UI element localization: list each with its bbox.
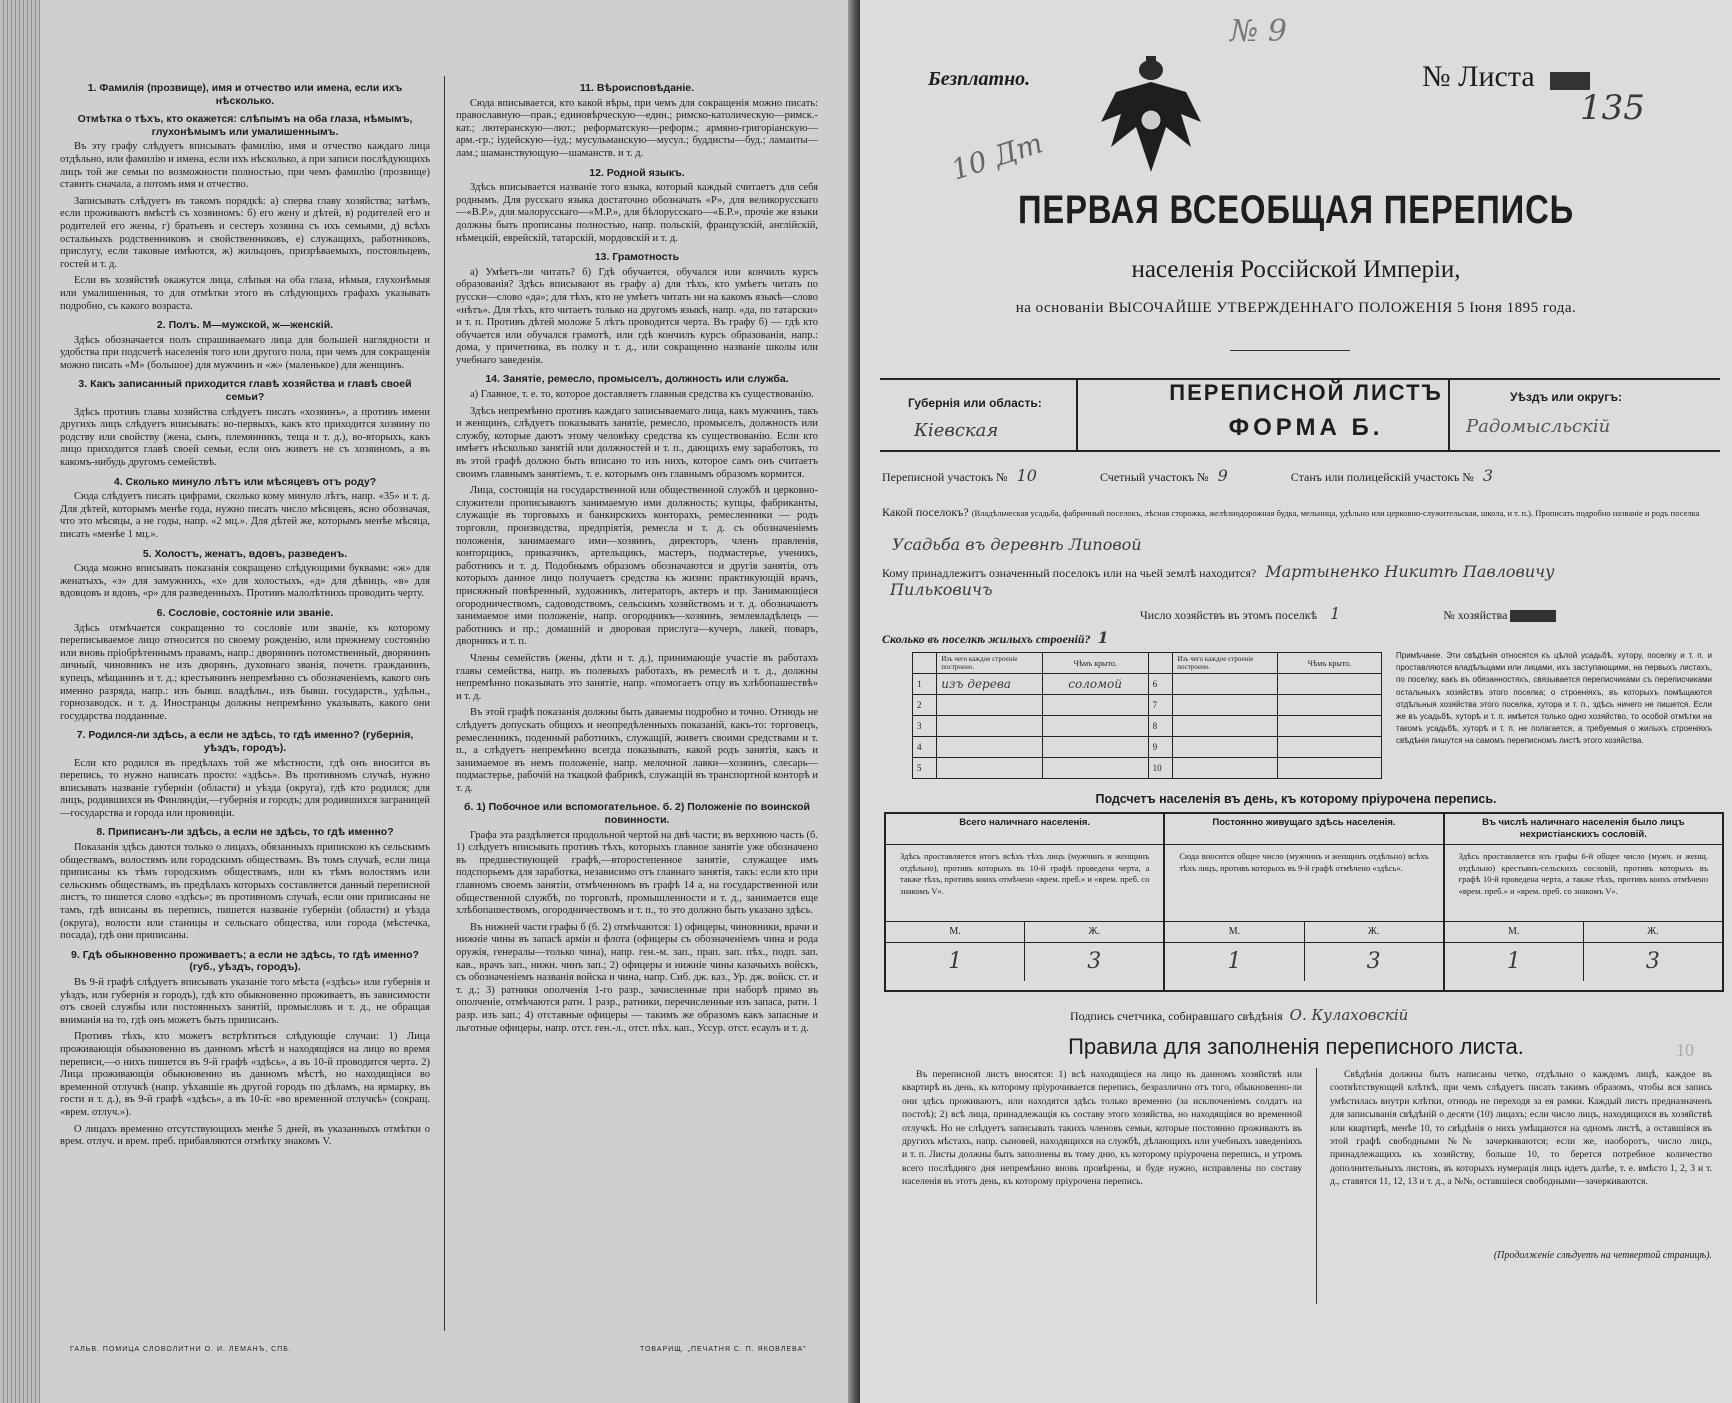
section-paragraph: Члены семействъ (жены, дѣти и т. д.), принимающіе участіе въ работахъ главы семейства, напр. въ полевыхъ работахъ, въ ремеслѣ и т. д., должны непремѣнно показывать это занятіе, напр. «помогаетъ отцу въ хлѣбопашествѣ» и т. д. <box>456 652 818 702</box>
female-header: Ж. <box>1647 926 1659 937</box>
settlement-hint: (Владѣльческая усадьба, фабричный поселокъ, лѣсная сторожка, желѣзнодорожная будка, мельница, удѣльно или церковно-служительская, школа, и т. п.). Прописать подробно названіе и родъ поселка <box>971 508 1700 518</box>
section-paragraph: Здѣсь вписывается названіе того языка, который каждый считаетъ для себя роднымъ. Для русскаго языка достаточно обозначать «Р», для великорусскаго—«В.Р.», для малорусскаго—«М.Р.», для бѣлорусскаго—«Б.Р.», прочіе же языки должны быть прописаны полностью, напр. польскій, французскій, англійскій, нѣмецкій, еврейскій, татарскій, мордовскій и т. д. <box>456 182 818 244</box>
section-heading: 14. Занятіе, ремесло, промыселъ, должность или служба. <box>485 373 789 386</box>
building-number: 8 <box>1148 716 1173 737</box>
count-title: Подсчетъ населенія въ день, къ которому пріурочена перепись. <box>1095 792 1497 806</box>
section-paragraph: Сюда можно вписывать показанія сокращено слѣдующими буквами: «ж» для женатыхъ, «з» для замужнихъ, «х» для холостыхъ, «д» для дѣвицъ, «в» для вдовцовъ и вдовъ, «р» для разведенныхъ. Противъ малолѣтнихъ проводить черту. <box>60 563 430 600</box>
handwritten-margin-note: 10 Дт <box>947 126 1047 187</box>
uezd-label: Уѣздъ или округъ: <box>1510 390 1623 404</box>
count-column-header: Постоянно живущаго здѣсь населенія. <box>1165 814 1442 845</box>
building-material <box>937 695 1042 716</box>
count-column-text: Здѣсь проставляется изъ графы 6-й общее число (мужч. и женщ. отдѣльно) крестьянъ-сельскихъ сословій, противъ которыхъ въ графѣ 10-й проведена черта, а также тѣхъ, противъ коихъ отмѣчено «врем. преб.» и «врем. преб. со знакомъ V». <box>1458 851 1708 896</box>
instructions-column-1 <box>60 76 430 1331</box>
building-roof <box>1042 737 1148 758</box>
handwritten-sheet-number: 135 <box>1580 88 1645 128</box>
section-heading: 8. Приписанъ-ли здѣсь, а если не здѣсь, то гдѣ именно? <box>96 826 394 839</box>
page-edge-stack <box>0 0 40 1403</box>
handwritten-top-number: № 9 <box>1230 14 1288 49</box>
building-material <box>1173 758 1278 779</box>
building-row <box>913 758 1382 779</box>
building-number: 4 <box>913 737 937 758</box>
census-area-label: Переписной участокъ № <box>882 470 1008 484</box>
legal-basis: на основаніи ВЫСОЧАЙШЕ УТВЕРЖДЕННАГО ПОЛОЖЕНІЯ 5 Іюня 1895 года. <box>1015 300 1577 316</box>
count-column-header: Въ числѣ наличнаго населенія было лицъ нехристіанскихъ сословій. <box>1445 814 1722 845</box>
building-material: изъ дерева <box>937 674 1042 695</box>
section-heading: 5. Холостъ, женатъ, вдовъ, разведенъ. <box>142 547 348 560</box>
settlement-value: Усадьба въ деревнѣ Липовой <box>892 535 1142 554</box>
district-line <box>882 466 1722 485</box>
free-label: Безплатно. <box>928 68 1031 90</box>
right-page <box>860 0 1732 1403</box>
section-paragraph: Если кто родился въ предѣлахъ той же мѣстности, гдѣ онъ вносится въ перепись, то нужно написать просто: «здѣсь». Въ противномъ случаѣ, нужно вписывать названіе губерніи (области) и уѣзда (округа), гдѣ кто родился; для лицъ, родившихся въ Финляндіи,—губернія и городъ; для родившихся заграницей—государства и города или провинціи. <box>60 757 430 819</box>
section-paragraph: Здѣсь противъ главы хозяйства слѣдуетъ писать «хозяинъ», а противъ имени другихъ лицъ слѣдуетъ вписывать: во-первыхъ, какъ кто приходится хозяину по родству или свойству (жена, сынъ, племянникъ, теща и т. д.), во-вторыхъ, какъ лицо приходится главѣ своей семьи, если онъ живетъ не съ хозяиномъ, а въ какомъ-нибудь другомъ семействѣ. <box>60 406 430 469</box>
building-number: 6 <box>1148 674 1173 695</box>
census-area-value: 10 <box>1016 466 1037 485</box>
owner-line <box>882 562 1722 581</box>
building-number: 3 <box>913 716 937 737</box>
male-count: 1 <box>886 943 1025 981</box>
section-heading: 13. Грамотность <box>594 251 680 264</box>
section-paragraph: Въ нижней части графы б (б. 2) отмѣчаются: 1) офицеры, чиновники, врачи и нижніе чины въ запасѣ арміи и флота (офицеры съ обозначеніемъ чина и рода оружія, генералы—только чина), напр. ген.-м. зап., прап. зап. пѣх., подп. зап. кав., врачъ зап., нижн. чинъ зап.; 2) офицеры и нижніе чины казачьихъ войскъ, съ обозначеніемъ названія войска и чина, напр. Сиб. дж. каз., Ур. дж. войск. ст. и т. д.; 3) ратники ополченія 1-го разр., зачисленные при наборѣ прямо въ ополченіе, отмѣчаются ратн. 1 разр., ратники, перечисленные изъ запаса, ратн. 1 разр. изъ зап.; 4) отставные офицеры — такимъ же образомъ какъ запасные и льготные офицеры, напр. отст. ген.-л., отст. пѣх. кап., Уссур. отст. есаулъ и т. д. <box>456 921 818 1034</box>
female-count: 3 <box>1087 949 1102 974</box>
section-heading: 12. Родной языкъ. <box>589 166 685 179</box>
buildings-label: Сколько въ поселкѣ жилыхъ строеній? <box>882 632 1091 646</box>
households-value: 1 <box>1330 604 1341 623</box>
building-material <box>1173 674 1278 695</box>
building-material <box>1173 695 1278 716</box>
sheet-type-1: ПЕРЕПИСНОЙ ЛИСТЪ <box>1169 380 1443 405</box>
printer-footer-left: ГАЛЬВ. ПОМИЦА СЛОВОЛИТНИ О. И. ЛЕМАНЪ, СПБ. <box>70 1346 292 1353</box>
section-paragraph: Въ этой графѣ показанія должны быть даваемы подробно и точно. Отнюдь не слѣдуетъ допускать общихъ и неопредѣленныхъ показаній, какъ-то: торговецъ, ремесленникъ, поденный работникъ, служащій, живетъ своими средствами и т. п., а слѣдуетъ непремѣнно всегда показывать, какой родъ занятія, какъ и занимаемое въ немъ положеніе, напр. мелочной лавки—хозяинъ, слесарь—подмастерье, рабочій на ткацкой фабрикѣ, служащій въ транспортной конторѣ и т. д. <box>456 707 818 794</box>
building-number: 1 <box>913 674 937 695</box>
owner-label: Кому принадлежитъ означенный поселокъ или на чьей землѣ находится? <box>882 566 1257 580</box>
page-subtitle: населенія Россійской Имперіи, <box>1131 256 1461 283</box>
count-column-text: Здѣсь проставляется итогъ всѣхъ тѣхъ лицъ (мужчинъ и женщинъ отдѣльно), противъ которыхъ въ 10-й графѣ проведена черта, а также тѣхъ, противъ коихъ отмѣчено «врем. преб.» и «врем. преб. со знакомъ V». <box>900 851 1150 896</box>
building-roof <box>1042 758 1148 779</box>
uezd-value: Радомысльскій <box>1466 416 1611 437</box>
section-paragraph: О лицахъ временно отсутствующихъ менѣе 5 дней, въ указанныхъ отмѣтки о врем. отлуч. и врем. преб. прибавляются отмѣтку знакомъ V. <box>60 1123 430 1148</box>
rules-title: Правила для заполненія переписного листа. <box>1068 1034 1524 1059</box>
gub-label: Губернія или область: <box>908 396 1042 410</box>
building-row <box>913 695 1382 716</box>
section-paragraph: Здѣсь непремѣнно противъ каждаго записываемаго лица, какъ мужчинъ, такъ и женщинъ, слѣдуетъ показывать занятіе, ремесло, промыселъ, должность или службу, которые даютъ этому человѣку средства къ существованію. Если кто имѣетъ нѣсколько занятій или должностей и т. п., дающихъ ему заработокъ, то въ этой графѣ должно быть вписано то изъ нихъ, которое самъ онъ считаетъ своимъ главнымъ занятіемъ, т. е. которымъ онъ главнымъ образомъ кормится. <box>456 405 818 480</box>
count-area-value: 9 <box>1217 466 1228 485</box>
section-paragraph: Въ эту графу слѣдуетъ вписывать фамилію, имя и отчество каждаго лица отдѣльно, или фамилію и имена, если ихъ нѣсколько, а при записи послѣдующихъ лицъ той же семьи по возможности полностью, при чемъ фамилію (прозвище) ставить сначала, а потомъ имя и отчество. <box>60 141 430 191</box>
gub-value: Кіевская <box>914 420 999 441</box>
building-row <box>913 716 1382 737</box>
building-material <box>1173 737 1278 758</box>
male-count: 1 <box>1165 943 1304 981</box>
building-material <box>937 737 1042 758</box>
bt-header-roof: Чѣмъ крыто. <box>1042 653 1148 674</box>
page-title: ПЕРВАЯ ВСЕОБЩАЯ ПЕРЕПИСЬ <box>1018 188 1574 232</box>
section-heading: 9. Гдѣ обыкновенно проживаетъ; а если не здѣсь, то гдѣ именно? (губ., уѣздъ, городъ). <box>71 948 419 974</box>
male-header: М. <box>1165 922 1304 942</box>
building-number: 9 <box>1148 737 1173 758</box>
section-paragraph: Показанія здѣсь даются только о лицахъ, обязанныхъ припискою къ сельскимъ обществамъ, волостямъ или городскимъ обществамъ. Въ томъ случаѣ, если лица приписаны къ тѣмъ городскимъ обществамъ, или къ тѣмъ волостямъ или сельскимъ обществамъ, въ предѣлахъ которыхъ составляется данный переписной листъ, то пишется слово «здѣсь»; въ противномъ случаѣ, если они приписаны не тамъ, гдѣ вписаны въ перепись, пишется названіе губерніи (области) и уѣзда (округа), волости или станицы и сельскаго общества, или города (мѣстечка, посада), гдѣ они приписаны. <box>60 842 430 942</box>
count-column <box>1445 814 1722 990</box>
section-heading: 4. Сколько минуло лѣтъ или мѣсяцевъ отъ роду? <box>113 475 377 488</box>
title-rule <box>1230 350 1350 351</box>
female-count: 3 <box>1366 949 1381 974</box>
buildings-line <box>882 628 1109 647</box>
settlement-label: Какой поселокъ? <box>882 505 969 519</box>
instructions-column-2 <box>456 76 818 1331</box>
households-label: Число хозяйствъ въ этомъ поселкѣ <box>1140 608 1318 622</box>
buildings-note: Примѣчаніе. Эти свѣдѣнія относятся къ цѣлой усадьбѣ, хутору, поселку и т. п. и проставляются владѣльцами или лицами, ихъ заступающими, на первыхъ листахъ, по поселку, какъ въ обязанностяхъ, связывается переписчиками съ переписчиками остальныхъ хозяйствъ этого поселка; о строеніяхъ, въ которыхъ помѣщаются отдѣльныя хозяйства этого поселка, хутора и т. п., здѣсь ничего не пишется. Если же въ усадьбѣ, хуторѣ и т. п. имѣется только одно хозяйство, то особой отмѣтки на такомъ усадьбѣ, хуторѣ и т. п. не полагается, а требуемыя о жилыхъ строеніяхъ свѣдѣнія пишутся на самомъ переписномъ листѣ этого хозяйства. <box>1396 651 1712 746</box>
building-roof <box>1042 716 1148 737</box>
section-paragraph: а) Умѣетъ-ли читать? б) Гдѣ обучается, обучался или кончилъ курсъ образованія? Здѣсь вписывают въ графу а) для тѣхъ, кто умѣетъ читать по русски—слово «да»; для тѣхъ, кто не умѣетъ читать ни на какомъ языкѣ—слово «нѣтъ». Для тѣхъ, кто читаетъ только на другомъ языкѣ, напр. «да, по татарски» и т. п. Противъ дѣтей моложе 5 лѣтъ проводится черта. Въ графу б) — гдѣ кто обучается или обучался грамотѣ, или гдѣ кончилъ курсъ образованія, напр.: дома, у причетника, въ полку и т. д., или сокращенно названіе школы или учебнаго заведенія. <box>456 266 818 366</box>
section-paragraph: Лица, состоящія на государственной или общественной службѣ и церковно-служители прописываютъ занимаемую ими должность; купцы, фабриканты, служащіе въ торговыхъ и банкирскихъ конторахъ, ремесленники — родъ торговли, производства, предпріятія, ремесла и т. д. съ обозначеніемъ положенія, занимаемаго ими—хозяинъ, директоръ, членъ правленія, конторщикъ, приказчикъ, артельщикъ, мастеръ, подмастерье, ученикъ, работникъ и т. д. Подобнымъ образомъ обозначаются и другія занятія, отъ которыхъ данное лицо получаетъ средства къ жизни: практикующій врачъ, присяжный повѣренный, художникъ, литераторъ, актеръ и пр. Занимающіеся огородничествомъ, садоводствомъ, сельскимъ хозяйствомъ и т. д. обозначаютъ занимаемое ими положеніе, напр. огородникъ—хозяинъ, землевладѣлецъ — работникъ и пр.; домашній и дворовая прислуга—кучеръ, лакей, поваръ, дворникъ и т. п. <box>456 485 818 648</box>
female-count: 3 <box>1645 949 1660 974</box>
left-page <box>0 0 860 1403</box>
rules-continue: (Продолженіе слѣдуетъ на четвертой страницѣ). <box>1493 1250 1712 1261</box>
building-number: 5 <box>913 758 937 779</box>
section-paragraph: Графа эта раздѣляется продольной чертой на двѣ части; въ верхнюю часть (б. 1) слѣдуетъ вписывать противъ тѣхъ, которыхъ главное занятіе уже обозначено въ предшествующей графѣ,—второстепенное занятіе, служащее имъ подспорьемъ для заработка, независимо отъ главнаго занятія, такъ: если кто при главномъ своемъ занятіи, отмѣченномъ въ графѣ 14 а, на государственной или общественной службѣ, по торговлѣ, промышленности и т. д., занимается еще хлѣбопашествомъ, огородничествомъ и т. п., то это должно быть указано здѣсь. <box>456 829 818 917</box>
section-heading: 2. Полъ. М—мужской, ж—женскій. <box>156 319 334 332</box>
eagle-emblem-icon <box>1096 52 1206 182</box>
rules-left-text: Въ переписной листъ вносятся: 1) всѣ находящіеся на лицо въ данномъ хозяйствѣ или квартирѣ въ день, къ которому пріурочивается перепись, безразлично отъ того, обыкновенно-ли они здѣсь проживаютъ, или находятся здѣсь только временно (за исключеніемъ солдатъ на постоѣ); 2) всѣ лица, принадлежащія къ составу этого хозяйства, но находящіяся во временной отлучкѣ. Но не слѣдуетъ записывать такихъ членовъ семьи, которые постоянно проживаютъ въ другихъ мѣстахъ, напр. сыновей, находящихся на службѣ, дѣлающихъ или учебныхъ заведеніяхъ и т. п. Листы должны быть заполнены въ тому дню, къ которому пріурочена перепись, и утромъ всего послѣдняго дня непремѣнно вновь провѣрены, и буде нужно, исправлены по составу населенія въ этотъ день, къ которому пріурочена перепись. <box>902 1069 1302 1188</box>
rules-right-text: Свѣдѣнія должны быть написаны четко, отдѣльно о каждомъ лицѣ, каждое въ соотвѣтствующей клѣткѣ, при чемъ слѣдуетъ писать такимъ образомъ, чтобы вся запись умѣстилась внутри клѣтки, отнюдь не переходя за ея рамки. Каждый листъ предназначенъ для записыванія свѣдѣній о десяти (10) лицахъ; если число лицъ, находящихся въ хозяйствѣ или квартирѣ, менѣе 10, то свѣдѣнія о нихъ умѣщаются на одномъ листѣ, а оставшіяся въ этой графѣ свободными №№ зачеркиваются; если же, наоборотъ, число лицъ, принадлежащихъ къ хозяйству, больше 10, то берется потребное количество дополнительныхъ листовъ, въ которыхъ нумерація лицъ идетъ далѣе, т. е. вмѣсто 1, 2, 3 и т. д., ставятся 11, 12, 13 и т. д., а №№, оставшіеся свободными—зачеркиваются. <box>1330 1069 1712 1188</box>
bt-header-material-2: Изъ чего каждое строеніе построено. <box>1173 653 1278 674</box>
building-row <box>913 737 1382 758</box>
buildings-table <box>912 652 1382 779</box>
count-area-label: Счетный участокъ № <box>1099 470 1209 484</box>
building-roof <box>1277 674 1381 695</box>
male-header: М. <box>1445 922 1584 942</box>
owner-value: Мартыненко Никитѣ Павловичу <box>1265 562 1555 581</box>
household-no-redaction <box>1510 610 1556 622</box>
households-line <box>1140 604 1720 623</box>
population-count-table <box>884 812 1724 992</box>
gub-cell <box>880 380 1078 450</box>
building-roof <box>1277 758 1381 779</box>
section-heading: 6. Сословіе, состояніе или званіе. <box>156 606 334 619</box>
section-paragraph: Сюда слѣдуетъ писать цифрами, сколько кому минуло лѣтъ, напр. «35» и т. д. Для дѣтей, которымъ менѣе года, нужно писать число мѣсяцевъ, ясно обозначая, что это мѣсяцы, а не годы, напр. «2 мц.». Для дѣтей же, которымъ менѣе мѣсяца, писать «менѣе 1 мц.». <box>60 491 430 540</box>
signature-label: Подпись счетчика, собиравшаго свѣдѣнія <box>1070 1009 1283 1023</box>
signature-value: О. Кулаховскій <box>1289 1006 1409 1024</box>
signature-line <box>1070 1006 1408 1024</box>
bt-header-roof-2: Чѣмъ крыто. <box>1277 653 1381 674</box>
building-roof <box>1277 716 1381 737</box>
settlement-block <box>882 496 1722 562</box>
count-column-text: Сюда вносится общее число (мужчинъ и женщинъ отдѣльно) всѣхъ тѣхъ лицъ, противъ которыхъ въ 9-й графѣ отмѣчено «здѣсь». <box>1179 851 1429 873</box>
printer-footer-right: ТОВАРИЩ. „ПЕЧАТНЯ С. П. ЯКОВЛЕВА" <box>640 1346 807 1353</box>
bt-header-material: Изъ чего каждое строеніе построено. <box>937 653 1042 674</box>
section-heading: 1. Фамилія (прозвище), имя и отчество или имена, если ихъ нѣсколько. <box>87 82 403 107</box>
building-roof <box>1277 737 1381 758</box>
building-material <box>1173 716 1278 737</box>
female-header: Ж. <box>1088 926 1100 937</box>
stan-value: 3 <box>1482 466 1493 485</box>
section-paragraph: Здѣсь отмѣчается сокращенно то сословіе или званіе, къ которому переписываемое лицо относится по своему рожденію, или прежнему состоянію или вновь пріобрѣтеннымъ правамъ, напр.: дворянинъ потомственный, дворянинъ личный, чиновникъ не изъ дворянъ, духовнаго званія, почетн. гражданинъ, купецъ, мѣщанинъ и т. д.; крестьянинъ непремѣнно съ обозначеніемъ, какого онъ именно разряда, напр.: изъ бывш. владѣльч., изъ бывш. государств., удѣльн., горнозаводск. и т. д. Иностранцы должны непремѣнно указывать, какого они государства подданные. <box>60 622 430 722</box>
building-roof <box>1277 695 1381 716</box>
section-paragraph: Сюда вписывается, кто какой вѣры, при чемъ для сокращенія можно писать: православную—прав.; единовѣрческую—един.; римско-католическую—римск.-кат.; лютеранскую—лют.; реформатскую—реформ.; армяно-григоріанскую—арм.-гр.; іудейскую—іуд.; мусульманскую—мусул.; буддисты—буд.; ламаиты—лам.; шаманствующую—шаманств. и т. д. <box>456 97 818 159</box>
section-heading: Отмѣтка о тѣхъ, кто окажется: слѣпымъ на оба глаза, нѣмымъ, глухонѣмымъ или умалишеннымъ. <box>77 113 413 138</box>
section-paragraph: Если въ хозяйствѣ окажутся лица, слѣпыя на оба глаза, нѣмыя, глухонѣмыя или умалишенныя, то для отмѣтки этого въ слѣдующихъ графахъ указывать подробно, съ какого возраста. <box>60 275 430 312</box>
count-column <box>1165 814 1444 990</box>
building-number: 7 <box>1148 695 1173 716</box>
region-box <box>880 378 1720 452</box>
section-paragraph: а) Главное, т. е. то, которое доставляетъ главныя средства къ существованію. <box>470 389 814 401</box>
owner-value-2: Пильковичъ <box>890 580 993 599</box>
column-divider <box>444 76 445 1331</box>
male-count: 1 <box>1445 943 1584 981</box>
rules-divider <box>1316 1068 1317 1304</box>
building-material <box>937 758 1042 779</box>
section-heading: б. 1) Побочное или вспомогательное. б. 2) Положеніе по воинской повинности. <box>464 801 810 827</box>
section-paragraph: Записывать слѣдуетъ въ такомъ порядкѣ: а) сперва главу хозяйства; затѣмъ, если проживаютъ вмѣстѣ съ хозяиномъ: б) его жену и дѣтей, в) родителей его и родителей его жены, г) братьевъ и сестеръ хозяина съ ихъ семьями, д) всѣхъ остальныхъ родственниковъ и свойственниковъ, е) служащихъ, работниковъ, прислугу, если таковые имѣются, ж) жильцовъ, призрѣваемыхъ, постояльцевъ, гостей и т. д. <box>60 195 430 270</box>
section-paragraph: Противъ тѣхъ, кто можетъ встрѣтиться слѣдующіе случаи: 1) Лица проживающія обыкновенно въ данномъ мѣстѣ и находящіяся на лицо во время переписи,—о нихъ пишется въ 9-й графѣ «здѣсь», а въ 10-й проводится черта. 2) Лица проживающія обыкновенно въ данномъ мѣстѣ, но находящіяся во временной отлучкѣ (напр. уѣхавшіе въ другой городъ по дѣламъ, на ярмарку, въ гости и т. д.), въ 9-й графѣ «здѣсь», а въ 10-й: «во временной отлучкѣ» (сокращ. «врем. отлуч.»). <box>60 1031 430 1118</box>
building-number: 10 <box>1148 758 1173 779</box>
sheet-number-label: № Листа <box>1422 60 1535 93</box>
bottom-faint-number: 10 <box>1676 1040 1694 1060</box>
count-column-header: Всего наличнаго населенія. <box>886 814 1163 845</box>
household-no-label: № хозяйства <box>1443 608 1508 622</box>
building-roof <box>1042 695 1148 716</box>
male-header: М. <box>886 922 1025 942</box>
section-heading: 3. Какъ записанный приходится главѣ хозяйства и главѣ своей семьи? <box>78 378 412 404</box>
uezd-cell <box>1448 380 1722 450</box>
buildings-value: 1 <box>1097 628 1109 647</box>
female-header: Ж. <box>1367 926 1380 937</box>
building-material <box>937 716 1042 737</box>
building-number: 2 <box>913 695 937 716</box>
section-heading: 7. Родился-ли здѣсь, а если не здѣсь, то гдѣ именно? (губернія, уѣздъ, городъ). <box>76 729 414 754</box>
section-paragraph: Здѣсь обозначается полъ спрашиваемаго лица для большей наглядности и удобства при подсчетѣ населенія того или другого пола, при чемъ для сокращенія можно писать «М» (большое) для мужчинъ и «ж» (маленькое) для женщинъ. <box>60 334 430 371</box>
count-column <box>886 814 1165 990</box>
section-heading: 11. Вѣроисповѣданіе. <box>579 82 695 94</box>
section-paragraph: Въ 9-й графѣ слѣдуетъ вписывать указаніе того мѣста («здѣсь» или губернія и уѣздъ, или губернія и городъ), гдѣ кто обыкновенно проживаетъ, въ зависимости отъ своей службы или постоянныхъ занятій, промысловъ и т. д., не обращая вниманія на то, гдѣ онъ можетъ быть приписанъ. <box>60 977 430 1026</box>
sheet-type-2: ФОРМА Б. <box>1228 414 1384 441</box>
building-roof: соломой <box>1042 674 1148 695</box>
building-row <box>913 674 1382 695</box>
stan-label: Станъ или полицейскій участокъ № <box>1290 470 1474 484</box>
